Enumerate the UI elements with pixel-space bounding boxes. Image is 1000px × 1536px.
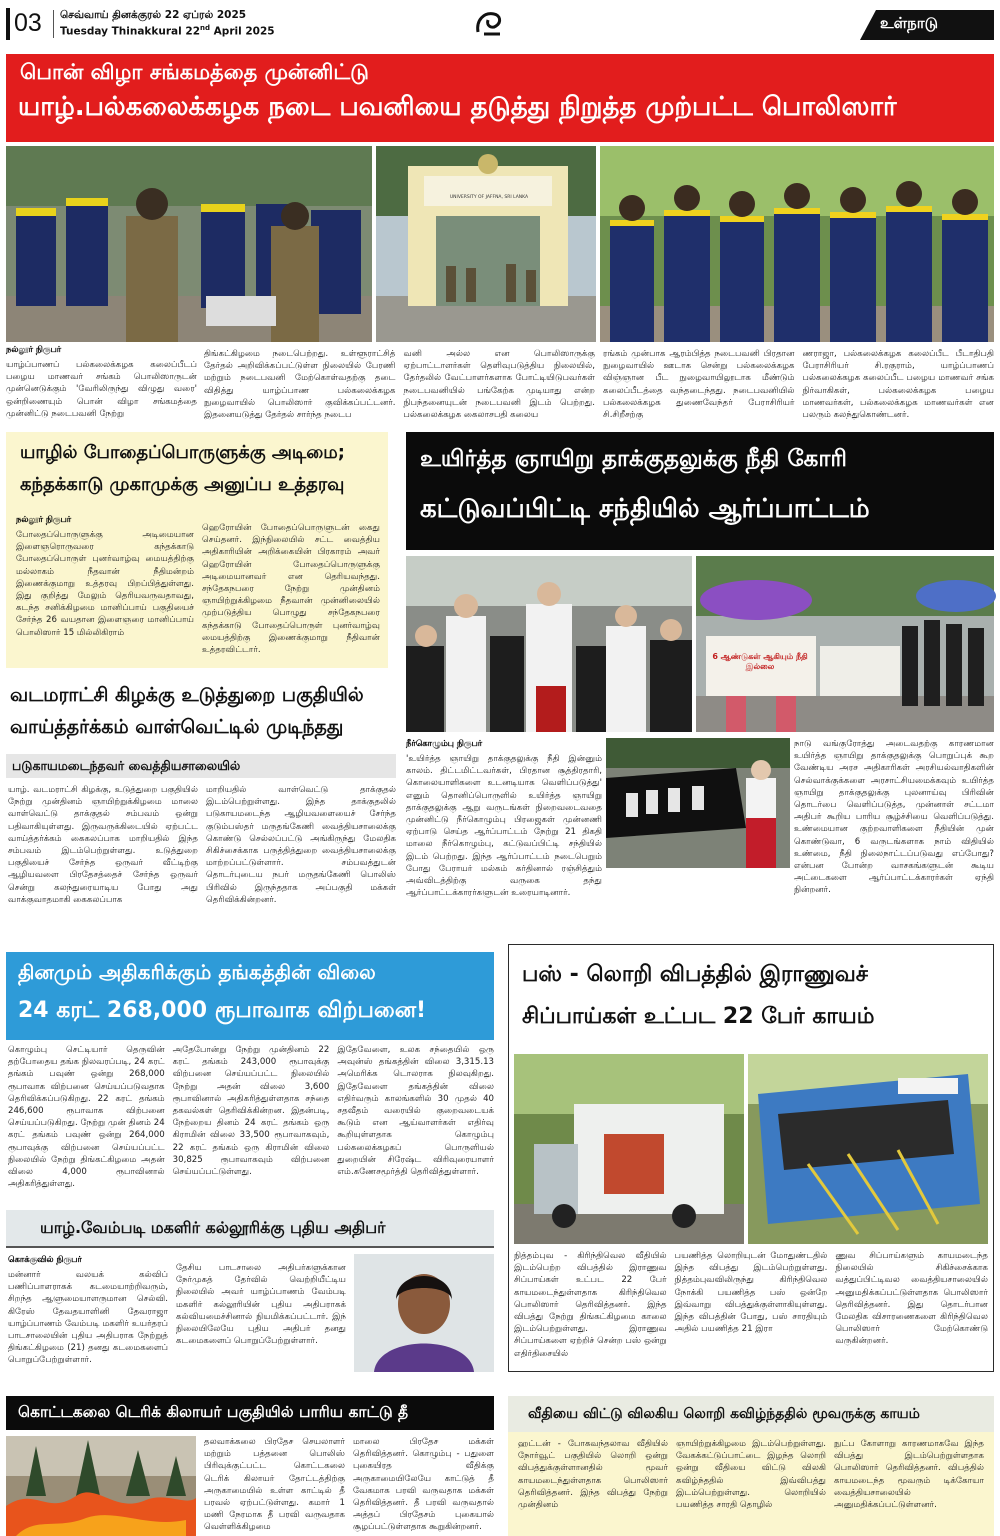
story2-text-col1: போதைப்பொருளுக்கு அடிமையான இளைஞரொருவரை கந்தக்காடு போதைப்பொருள் புனர்வாழ்வு மையத்திற்கு மல்லாகம் நீதவான் நீதிமன்றம் இணைக்குமாறு உத்தரவு பிறப்பித்துள்ளது. இது குறித்து மேலும் தெரியவருவதாவது, கடந்த சனிக்கிழமை மானிப்பாய் பகுதியைச் சேர்ந்த 26 வயதான இளைஞரை மானிப்பாய் பொலிஸார் 15 மில்லிகிராம்: [16, 529, 194, 638]
story2-col1-wrap: [16, 514, 194, 662]
story8-headline: கொட்டகலை டெரிக் கிலாயர் பகுதியில் பாரிய காட்டு தீ: [18, 1403, 409, 1421]
story9-text-col2: ஞாயிற்றுக்கிழமை இடம்பெற்றுள்ளது. வேகக்கட்டுப்பாட்டை இழந்த லொறி ஒன்று வீதியை விட்டு விலகி கவிழ்ந்ததில் இவ்விபத்து இடம்பெற்றுள்ளது. லொறியில் பயணித்த சாரதி தொழில்: [676, 1439, 826, 1511]
story1-text-col1: யாழ்ப்பாணப் பல்கலைக்கழக கலைப்பீடப் பழைய மாணவர் சங்கம் பொலிஸாருடன் முன்னெடுக்கும் 'வேரிலிருந்து விழுது வரை' ஒன்றிணையும் பொன் விழா சங்கமத்தை முன்னிட்டு நடைபவனி நேற்று: [6, 359, 197, 419]
story1-headline-banner: [6, 54, 994, 142]
story3-photo-umbrellas: [696, 556, 994, 732]
story7-text-col2: தேசிய பாடசாலை அதிபர்களுக்கான நேர்முகத் தேர்வில் வெற்றியீட்டிய நிலையில் அவர் யாழ்ப்பாணம் வேம்படி மகளிர் கல்லூரியின் புதிய அதிபராகக் கல்வியமைச்சினால் நியமிக்கப்பட்டார். இந் நிலையிலேயே புதிய அதிபர் தனது கடமைகளைப் பொறுப்பேற்றுள்ளார்.: [176, 1263, 346, 1347]
story6-photo-bus: [748, 1054, 988, 1244]
story5-text-col2: அதேபோன்று நேற்று முன்தினம் 22 கரட் தங்கம் 243,000 ரூபாவுக்கு விற்பனை செய்யப்பட்ட நிலையில் நேற்று அதன் விலை 3,600 ரூபாவினால் அதிகரித்துள்ளதாக சந்தை தகவல்கள் தெரிவிக்கின்றன. இதன்படி, நேற்றைய தினம் 24 கரட் தங்கம் ஒரு கிராமின் விலை 33,500 ரூபாவாகவும், 22 கரட் தங்கம் ஒரு கிராமின் விலை 30,825 ரூபாவாகவும் விற்பனை செய்யப்பட்டுள்ளது.: [172, 1045, 330, 1178]
story6-headline-line1: பஸ் - லொறி விபத்தில் இராணுவச்: [522, 962, 868, 987]
newspaper-logo-icon: [470, 6, 508, 40]
story1-text-col5: ணராஜா, பல்கலைக்கழக கலைப்பீட பீடாதிபதி பேராசிரியர் சி.ரகுராம், யாழ்ப்பாணப் பல்கலைக்கழக கலைப்பீட பழைய மாணவர் சங்க நிர்வாகிகள், பல்கலைக்கழக பழைய மாணவர்கள், பல்கலைக்கழக மாணவர்கள் என பலரும் கலந்துகொண்டனர்.: [802, 349, 994, 421]
story1-text-col2: திங்கட்கிழமை நடைபெற்றது. உள்ளூராட்சித் தேர்தல் அறிவிக்கப்பட்டுள்ள நிலையில் பேரணி மற்றும் நடைபவனி மேற்கொள்வதற்கு தடை விதித்து யாழ்ப்பாண பல்கலைக்கழக நுழைவாயில் பொலிஸார் குவிக்கப்பட்டனர். இதனையடுத்து தேர்தல் சார்ந்த நடைப: [204, 349, 396, 421]
section-label: உள்நாடு: [880, 14, 938, 32]
story7-photo-principal: [354, 1254, 494, 1372]
story5-text-col1: கொழும்பு செட்டியார் தெருவின் தற்போதைய தங்க நிலவரப்படி, 24 கரட் தங்கம் பவுண் ஒன்று 268,000 ரூபாவாக விற்பனை செய்யப்படுவதாக தெரிவிக்கப்படுகிறது. 22 கரட் தங்கம் 246,600 ரூபாவாக விற்பனை செய்யப்படுகிறது. நேற்று முன் தினம் 24 கரட் தங்கம் பவுண் ஒன்று 264,000 ரூபாவுக்கு விற்பனை செய்யப்பட்ட நிலையில் நேற்று திங்கட்கிழமை அதன் விலை 4,000 ரூபாவினால் அதிகரித்துள்ளது.: [8, 1045, 165, 1190]
story3-byline: நீர்கொழும்பு நிருபர்: [406, 738, 483, 748]
story1-photo-gate: [376, 146, 596, 342]
story1-photo-police: [6, 146, 372, 342]
story2-box: [6, 432, 388, 668]
story8-body-columns: [204, 1436, 494, 1534]
story4-text-col2: மாறியதில் வாள்வெட்டு தாக்குதல் இடம்பெற்றுள்ளது. இந்த தாக்குதலில் படுகாயமடைந்த ஆழியவளையைச் சேர்ந்த குடும்பஸ்தர் மருதங்கேணி வைத்தியசாலைக்கு கொண்டு செல்லப்பட்டு அங்கிருந்து மேலதிக சிகிச்சைக்காக பருத்தித்துறை வைத்தியசாலைக்கு மாற்றப்பட்டுள்ளார். சம்பவத்துடன் தொடர்புடைய நபர் மருதங்கேணி பொலிஸ் பிரிவில் இருந்ததாக அப்பகுதி மக்கள் தெரிவிக்கின்றனர்.: [206, 785, 396, 905]
story3-photo-banner: [606, 738, 790, 868]
story1-byline: நல்லூர் நிருபர்: [6, 344, 62, 354]
story3-headline-line1: உயிர்த்த ஞாயிறு தாக்குதலுக்கு நீதி கோரி: [420, 446, 847, 472]
story8-photo-fire: [6, 1436, 196, 1536]
story8-text-col1: தலவாக்கலை பிரதேச செயலாளர் மற்றும் பத்தனை பொலிஸ் பிரிவுக்குட்பட்ட கொட்டகலை டெரிக் கிலாயர் தோட்டத்திற்கு அருகாமையில் உள்ள காட்டில் தீ பரவல் ஏற்பட்டுள்ளது. கமார் 1 மணி நேரமாக தீ பரவி வருவதாக வெள்ளிக்கிழமை: [204, 1437, 345, 1533]
story1-text-col4: ரங்கம் முன்பாக ஆரம்பித்த நடைபவனி பிரதான நுழைவாயில் ஊடாக சென்று பல்கலைக்கழக விஞ்ஞான பீட நுழைவாயிலூடாக மீண்டும் கலைப்பீடத்தை வந்தடைந்தது. நடைபவனியில் பல்கலைக்கழக துணைவேந்தர் பேராசிரியர் சி.சிறீசற்கு: [603, 349, 795, 421]
story4-headline-line1: வடமராட்சி கிழக்கு உடுத்துறை பகுதியில்: [10, 684, 364, 706]
protest-placard-text: 6 ஆண்டுகள் ஆகியும் நீதி இல்லை: [712, 652, 808, 671]
story4-text-col1: யாழ். வடமராட்சி கிழக்கு, உடுத்துறை பகுதியில் நேற்று முன்தினம் ஞாயிற்றுக்கிழமை மாலை வாள்வெட்டு தாக்குதல் சம்பவம் ஒன்று பதிவாகியுள்ளது. இருவருக்கிடையில் ஏற்பட்ட வாய்த்தர்க்கம் கைகலப்பாக மாறியதில் இந்த சம்பவம் இடம்பெற்றுள்ளது. உடுத்துறை பகுதியைச் சேர்ந்த ஒருவர் வீட்டிற்கு ஆழியவளை பிரதேசத்தைச் சேர்ந்த ஒருவர் சென்று கலந்துரையாடிய போது அது வாக்குவாதமாகி கைகலப்பாக: [8, 785, 198, 905]
story3-headline-banner: [406, 432, 994, 550]
story3-headline-line2: கட்டுவப்பிட்டி சந்தியில் ஆர்ப்பாட்டம்: [420, 494, 870, 524]
story5-text-col3: இதேவேளை, உலக சந்தையில் ஒரு அவுன்ஸ் தங்கத்தின் விலை 3,315.13 அமெரிக்க டொலராக நிலவுகிறது. இதேவேளை தங்கத்தின் விலை எதிர்வரும் காலங்களில் 30 முதல் 40 சதவீதம் வரையில் குறைவடையக் கூடும் என ஆய்வாளர்கள் எதிர்வு கூறியுள்ளதாக கொழும்பு பல்கலைக்கழகப் பொருளியல் துறையின் சிரேஷ்ட விரிவுரையாளர் எம்.கணேசமூர்த்தி தெரிவித்துள்ளார்.: [337, 1045, 495, 1178]
story1-text-col3: வனி அல்ல என பொலிஸாருக்கு ஏற்பாட்டாளர்கள் தெளிவுபடுத்திய நிலையில், தேர்தலில் வேட்பாளர்களாக போட்டியிடுபவர்கள் நடைபவனியில் பங்கேற்க முடியாது என்ற நிபந்தனையுடன் நடைபவனி இடம் பெற்றது. பல்கலைக்கழக கைலாசபதி கலைய: [403, 349, 595, 421]
story3-text-col1: 'உயிர்த்த ஞாயிறு தாக்குதலுக்கு நீதி இன்னும் காலம். திட்டமிட்டவர்கள், பிரதான சூத்திரதாரி, கொலையாளிகளை உடனடியாக வெளிப்படுத்து' எனும் தொனிப்பொருளில் உயிர்த்த ஞாயிறு தாக்குதலுக்கு ஆறு வருடங்கள் நிறைவடைவதை முன்னிட்டு நீர்கொழும்பு பிரஜைகள் முன்னணி ஏற்பாடு செய்த ஆர்ப்பாட்டம் நேற்று 21 திகதி மாலை நீர்கொழும்பு, கட்டுவப்பிட்டி சந்தியில் இடம் பெற்றது. இந்த ஆர்ப்பாட்டம் நடைபெறும் போது பேராயர் மல்கம் கர்தினால் ரஞ்சித்தும் அவ்விடத்திற்கு வருகை தந்து ஆர்ப்பாட்டக்காரர்களுடன் உரையாடினார்.: [406, 753, 602, 899]
date-tamil: செவ்வாய் தினக்குரல் 22 ஏப்ரல் 2025: [60, 9, 247, 21]
story9-body-columns: [518, 1438, 984, 1534]
story5-body-columns: [8, 1044, 494, 1196]
story6-text-col3: ணுவ சிப்பாய்களும் காயமடைந்த நிலையில் சிகிச்சைக்காக வத்துப்பிட்டிவல வைத்தியசாலையில் அனுமதிக்கப்பட்டுள்ளதாக பொலிஸார் தெரிவித்தனர். இது தொடர்பான மேலதிக விசாரணைகளை கிரிந்திவெல பொலிஸார் மேற்கொண்டு வருகின்றனர்.: [835, 1251, 989, 1347]
story9-text-col3: நுட்ப கோளாறு காரணமாகவே இந்த விபத்து இடம்பெற்றுள்ளதாக பொலிஸார் தெரிவித்தனர். விபத்தில் காயமடைந்த மூவரும் டிக்கோயா வைத்தியசாலையில் அனுமதிக்கப்பட்டுள்ளனர்.: [834, 1439, 984, 1511]
date-english: Tuesday Thinakkural 22nd April 2025: [60, 24, 275, 38]
header-divider: [53, 10, 54, 38]
story7-col1: [8, 1254, 168, 1372]
story8-text-col2: மாலை பிரதேச மக்கள் தெரிவித்தனர். கொழும்பு - பதுளை புகையிரத வீதிக்கு அருகாமையிலேயே காட்டுத் தீ வேகமாக பரவி வருவதாக மக்கள் தெரிவித்தனர். தீ பரவி வருவதால் அத்தப் பிரதேசம் புகையால் சூழப்பட்டுள்ளதாக கூறுகின்றனர்.: [353, 1437, 494, 1533]
story6-text-col1: நித்தம்புவ - கிரிந்திவெல வீதியில் இடம்பெற்ற விபத்தில் இராணுவ சிப்பாய்கள் உட்பட 22 பேர் காயமடைந்துள்ளதாக கிரிந்திவெல பொலிஸார் தெரிவித்தனர். இந்த விபத்து நேற்று திங்கட்கிழமை காலை இடம்பெற்றுள்ளது. இராணுவ சிப்பாய்களை ஏற்றிச் சென்ற பஸ் ஒன்று எதிர்திசையில்: [514, 1251, 667, 1359]
story2-text-col2: ஹெரோயின் போதைப்பொருளுடன் கைது செய்தனர். இந்நிலையில் சட்ட வைத்திய அதிகாரியின் அறிக்கையின் பிரகாரம் அவர் ஹெரோயின் போதைப்பொருளுக்கு அடிமையானவர் என தெரியவந்தது. சந்தேகநபரை நேற்று முன்தினம் ஞாயிற்றுக்கிழமை நீதவான் முன்னிலையில் முற்படுத்திய பொழுது சந்தேகநபரை கந்தக்காடு போதைப்பொருள் புனர்வாழ்வு மையத்திற்கு இணைக்குமாறு நீதிவான் உத்தரவிட்டார்.: [202, 523, 380, 656]
story2-byline: நல்லூர் நிருபர்: [16, 514, 72, 524]
story2-headline-line2: கந்தக்காடு முகாமுக்கு அனுப்ப உத்தரவு: [20, 474, 345, 495]
story9-headline: வீதியை விட்டு விலகிய லொறி கவிழ்ந்ததில் மூவருக்கு காயம்: [528, 1406, 920, 1422]
header-left-rule: [6, 8, 10, 40]
story1-headline: யாழ்.பல்கலைக்கழக நடை பவனியை தடுத்து நிறுத்த முற்பட்ட பொலிஸார்: [18, 92, 897, 122]
gate-sign-text: UNIVERSITY OF JAFFNA, SRI LANKA: [449, 195, 529, 200]
story6-headline-line2: சிப்பாய்கள் உட்பட 22 பேர் காயம்: [522, 1004, 875, 1029]
story4-headline-line2: வாய்த்தர்க்கம் வாள்வெட்டில் முடிந்தது: [10, 716, 344, 738]
story7-headline: யாழ்.வேம்படி மகளிர் கல்லூரிக்கு புதிய அதிபர்: [40, 1218, 386, 1237]
story7-byline: கொக்குவில் நிருபர்: [8, 1254, 82, 1264]
story3-text-col2: நாடு வங்குரோத்து அடைவதற்கு காரணமான உயிர்த்த ஞாயிறு தாக்குதலுக்கு பொறுப்புக் கூற வேண்டிய அரச அதிகாரிகள் அரசியல்வாதிகளின் செல்வாக்குக்களை அரசாட்சியமைக்கவும் உயிர்த்த ஞாயிறு தாக்குதலுக்கு புலனாய்வு பிரிவின் தொடர்பை வெளிப்படுத்த, முன்னாள் சட்டமா அதிபர் கூறிய பாரிய சூழ்ச்சியை வெளிப்படுத்து. உண்மையான குற்றவாளிகளை நீதியின் முன் கொண்டுவா, 6 வருடங்களாக நாம் விதியில் உண்மை, நீதி நிலைநாட்டப்படுவது எப்போது? என்பன போன்ற வாசகங்களுடன் கூடிய அட்டைகளை ஆர்ப்பாட்டக்காரர்கள் ஏந்தி நின்றனர்.: [794, 739, 994, 896]
story6-body-columns: [514, 1250, 988, 1368]
story7-text-col1: மன்னார் வலயக் கல்விப் பணிப்பாளராகக் கடமையாற்றிவரும், சிறந்த ஆளுமையாளருமான செல்வி. கிரேஸ் தேவதயாளினி தேவராஜா யாழ்ப்பாணம் வேம்படி மகளிர் உயர்தரப் பாடசாலையின் புதிய அதிபராக நேற்றுத் திங்கட்கிழமை (21) தனது கடமைகளைப் பொறுப்பேற்றுள்ளார்.: [8, 1269, 168, 1366]
story4-body-columns: [8, 784, 396, 905]
story5-headline-line1: தினமும் அதிகரிக்கும் தங்கத்தின் விலை: [18, 960, 376, 984]
story9-box: [508, 1396, 994, 1536]
page-number: 03: [14, 9, 42, 37]
story1-body-columns: [204, 348, 994, 424]
story6-photo-lorry: [514, 1054, 744, 1244]
story9-text-col1: ஹட்டன் - போகவந்தலாவ வீதியில் நோர்வூட் பகுதியில் லொறி ஒன்று விபத்துக்குள்ளானதில் மூவர் காயமடைந்துள்ளதாக பொலிஸார் தெரிவித்தனர். இந்த விபத்து நேற்று முன்தினம்: [518, 1439, 668, 1511]
story3-col1: [406, 738, 602, 899]
story3-photo-crowd: [406, 556, 692, 732]
story5-headline-line2: 24 கரட் 268,000 ரூபாவாக விற்பனை!: [18, 998, 427, 1023]
story8-headline-banner: [6, 1396, 494, 1430]
story6-text-col2: பயணித்த லொறியுடன் மோதுண்டதில் இந்த விபத்து இடம்பெற்றுள்ளது. நித்தம்புவவிலிருந்து கிரிந்திவெல நோக்கி பயணித்த பஸ் ஒன்றே இவ்வாறு விபத்துக்குள்ளாகியுள்ளது. இந்த விபத்தின் போது, பஸ் சாரதியும் அதில் பயணித்த 21 இரா: [674, 1251, 828, 1335]
story5-headline-banner: [6, 952, 494, 1040]
story2-body-columns: [16, 514, 380, 662]
story2-headline-line1: யாழில் போதைப்பொருளுக்கு அடிமை;: [20, 442, 345, 463]
story1-col1: [6, 344, 197, 424]
story1-photo-marchers: [600, 146, 994, 342]
page-header: [0, 0, 1000, 48]
story4-subhead: படுகாயமடைந்தவர் வைத்தியசாலையில்: [12, 758, 241, 773]
story1-kicker: பொன் விழா சங்கமத்தை முன்னிட்டு: [20, 60, 369, 84]
